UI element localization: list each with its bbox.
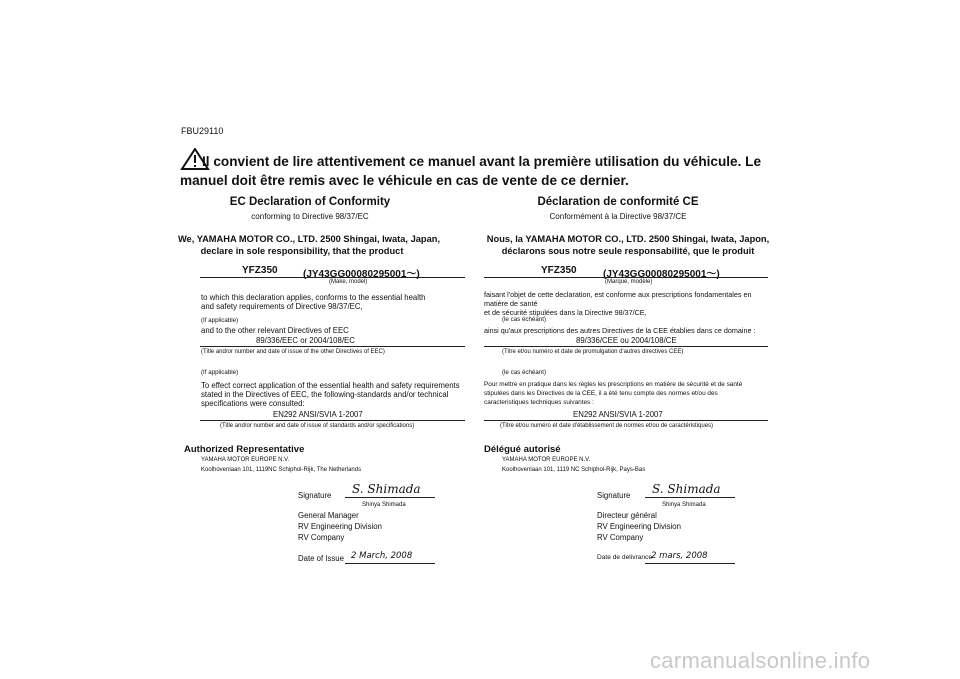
- model-rule-fr: [484, 277, 768, 278]
- if-applicable-1: (If applicable): [201, 317, 239, 324]
- representative-heading: Authorized Representative: [184, 444, 305, 455]
- other-directives-line-fr: ainsi qu'aux prescriptions des autres Directives de la CEE établies dans ce domaine :: [484, 326, 756, 335]
- declaration-line: declare in sole responsibility, that the product: [200, 246, 404, 256]
- representative-name-fr: YAMAHA MOTOR EUROPE N.V.: [502, 457, 591, 463]
- standard-value: EN292 ANSI/SVIA 1-2007: [273, 410, 363, 419]
- model-serial: (JY43GG00080295001～): [303, 269, 420, 280]
- conformity-line-3-fr: et de sécurité stipulées dans la Directive 98/37/CE,: [484, 308, 647, 317]
- standards-line-3-fr: caracteristiques techniques suivantes :: [484, 399, 594, 406]
- representative-address-fr: Koolhovenlaan 101, 1119 NC Schiphol-Rijk, Pays-Bas: [502, 467, 646, 473]
- conformity-line-2: and safety requirements of Directive 98/37/EC,: [201, 302, 363, 311]
- date-line: [345, 563, 435, 564]
- signature-label: Signature: [298, 491, 332, 500]
- conformity-line-1-fr: faisant l'objet de cette declaration, est conforme aux prescriptions fondamentales en: [484, 290, 752, 299]
- declaration-title: EC Declaration of Conformity: [229, 196, 391, 208]
- signatory-name: Shinya Shimada: [362, 502, 406, 508]
- standards-line-1: To effect correct application of the essential health and safety requirements: [201, 381, 460, 390]
- date-value: 2 March, 2008: [351, 551, 413, 561]
- model-caption-fr: (Marque, modèle): [605, 279, 653, 285]
- signatory-role-1-fr: Directeur général: [597, 511, 657, 520]
- model-name: YFZ350: [242, 265, 278, 276]
- directives-rule: [200, 346, 465, 347]
- model-rule: [200, 277, 465, 278]
- model-name-fr: YFZ350: [541, 265, 577, 276]
- manufacturer-line-fr: Nous, la YAMAHA MOTOR CO., LTD. 2500 Shingai, Iwata, Japon,: [486, 234, 770, 244]
- manufacturer-line: We, YAMAHA MOTOR CO., LTD. 2500 Shingai, Iwata, Japan,: [177, 234, 441, 244]
- standard-caption: (Title and/or number and date of issue of standards and/or specifications): [220, 423, 415, 429]
- document-code: FBU29110: [181, 126, 224, 136]
- signature-line-fr: [645, 497, 735, 498]
- signature-label-fr: Signature: [597, 491, 631, 500]
- if-applicable-2: (If applicable): [201, 369, 239, 376]
- standards-line-2-fr: stipulées dans les Directives de la CEE, il a été tenu compte des normes et/ou des: [484, 390, 718, 397]
- directives-list: 89/336/EEC or 2004/108/EC: [256, 336, 355, 345]
- watermark: carmanualsonline.info: [650, 648, 871, 673]
- conformity-line-1: to which this declaration applies, conforms to the essential health: [201, 293, 426, 302]
- signatory-role-3: RV Company: [298, 533, 345, 542]
- signatory-role-1: General Manager: [298, 511, 359, 520]
- signatory-role-2-fr: RV Engineering Division: [597, 522, 681, 531]
- standard-rule-fr: [484, 420, 768, 421]
- directives-caption: (Title and/or number and date of issue of the other Directives of EEC): [201, 349, 385, 355]
- directives-caption-fr: (Titre et/ou numéro et date de promulgation d'autres directives CEE): [502, 349, 684, 355]
- if-applicable-2-fr: (le cas échéant): [502, 369, 547, 376]
- signatory-role-2: RV Engineering Division: [298, 522, 382, 531]
- signature-image-fr: S. Shimada: [652, 482, 721, 496]
- directives-list-fr: 89/336/CEE ou 2004/108/CE: [576, 336, 677, 345]
- model-serial-fr: (JY43GG00080295001～): [603, 269, 720, 280]
- signatory-name-fr: Shinya Shimada: [662, 502, 706, 508]
- representative-heading-fr: Délégué autorisé: [484, 444, 561, 455]
- warning-text: Il convient de lire attentivement ce manuel avant la première utilisation du véhicule. Le manuel doit être remis avec le véhicule en cas de vente de ce dernier.: [180, 154, 762, 188]
- model-caption: (Make, model): [329, 279, 368, 285]
- declaration-line-fr: déclarons sous notre seule responsabilité, que le produit: [501, 246, 755, 256]
- standard-caption-fr: (Titre et/ou numéro et date d'établissement de normes et/ou de caractéristiques): [500, 423, 714, 429]
- representative-name: YAMAHA MOTOR EUROPE N.V.: [201, 457, 290, 463]
- standard-rule: [200, 420, 465, 421]
- standard-value-fr: EN292 ANSI/SVIA 1-2007: [573, 410, 663, 419]
- signature-image: S. Shimada: [352, 482, 421, 496]
- signature-line: [345, 497, 435, 498]
- declaration-subtitle-fr: Conformément à la Directive 98/37/CE: [549, 212, 687, 221]
- date-label-fr: Date de delivrance: [597, 554, 652, 561]
- date-line-fr: [645, 563, 735, 564]
- declaration-title-fr: Déclaration de conformité CE: [537, 196, 699, 208]
- conformity-line-2-fr: matière de santé: [484, 299, 538, 308]
- date-value-fr: 2 mars, 2008: [651, 551, 708, 561]
- standards-line-3: specifications were consulted:: [201, 399, 305, 408]
- declaration-subtitle: conforming to Directive 98/37/EC: [251, 212, 369, 221]
- if-applicable-1-fr: (le cas échéant): [502, 316, 547, 323]
- signatory-role-3-fr: RV Company: [597, 533, 644, 542]
- standards-line-2: stated in the Directives of EEC, the following-standards and/or technical: [201, 390, 449, 399]
- representative-address: Koolhovenlaan 101, 1119NC Schiphol-Rijk, The Netherlands: [201, 467, 362, 473]
- standards-line-1-fr: Pour mettre en pratique dans les règles les prescriptions en matière de sécurité et de santé: [484, 381, 743, 388]
- other-directives-line: and to the other relevant Directives of EEC: [201, 326, 349, 335]
- date-label: Date of Issue: [298, 554, 344, 563]
- directives-rule-fr: [484, 346, 768, 347]
